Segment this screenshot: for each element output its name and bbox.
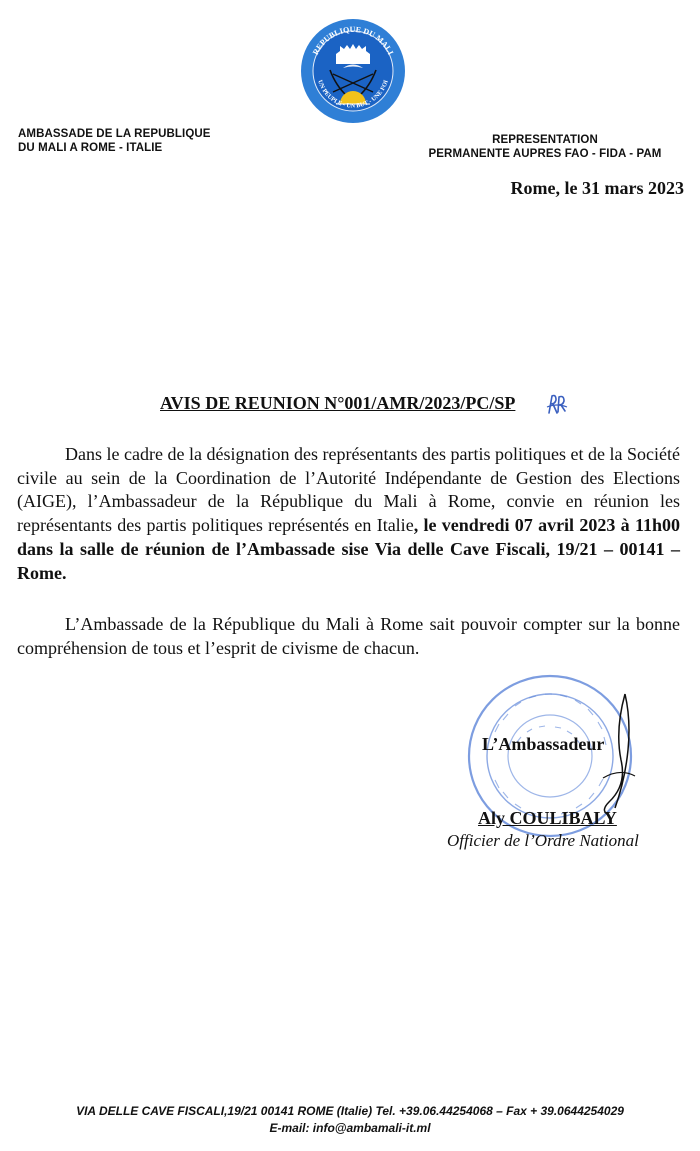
seal-ring-text: REPUBLIQUE DU MALI xyxy=(310,24,396,57)
signatory-rank: Officier de l’Ordre National xyxy=(447,831,639,850)
header-right-line-1: REPRESENTATION xyxy=(492,134,598,146)
signatory-title: L’Ambassadeur xyxy=(482,734,605,754)
footer-email: E-mail: info@ambamali-it.ml xyxy=(269,1121,431,1135)
notice-title: AVIS DE REUNION N°001/AMR/2023/PC/SP xyxy=(160,393,516,413)
p2-text: L’Ambassade de la République du Mali à Rome sait pouvoir compter sur la bonne compréhension de tous et l’esprit de civisme de chacun. xyxy=(17,614,680,658)
signatory-name: Aly COULIBALY xyxy=(478,808,617,828)
header-right-line-2: PERMANENTE AUPRES FAO - FIDA - PAM xyxy=(428,148,662,160)
footer-address: VIA DELLE CAVE FISCALI,19/21 00141 ROME (Italie) Tel. +39.06.44254068 – Fax + 39.0644254029 xyxy=(76,1104,624,1118)
seal-motto: UN PEUPLE - UN BUT - UNE FOI xyxy=(316,79,390,110)
mali-coat-of-arms-seal xyxy=(300,18,406,124)
body-paragraph-2 xyxy=(17,613,680,660)
p1-bold-details: , le vendredi 07 avril 2023 à 11h00 dans la salle de réunion de l’Ambassade sise Via delle Cave Fiscali, 19/21 – 00141 – Rome. xyxy=(17,515,680,583)
embassy-header-left xyxy=(18,127,211,155)
representation-header-right xyxy=(405,133,685,161)
header-left-line-2: DU MALI A ROME - ITALIE xyxy=(18,142,163,154)
handwritten-signature xyxy=(595,690,640,820)
p1-text: Dans le cadre de la désignation des représentants des partis politiques et de la Société civile au sein de la Coordination de l’Autorité Indépendante de Gestion des Elections (AIGE), l’Ambassadeur de la République du Mali à Rome, convie en réunion les représentants des partis politiques représentés en Italie xyxy=(17,444,680,536)
header-left-line-1: AMBASSADE DE LA REPUBLIQUE xyxy=(18,128,211,140)
handwritten-initials-mark xyxy=(544,391,570,417)
body-paragraph-1 xyxy=(17,443,680,585)
document-date: Rome, le 31 mars 2023 xyxy=(510,178,684,198)
page-footer xyxy=(0,1103,700,1137)
